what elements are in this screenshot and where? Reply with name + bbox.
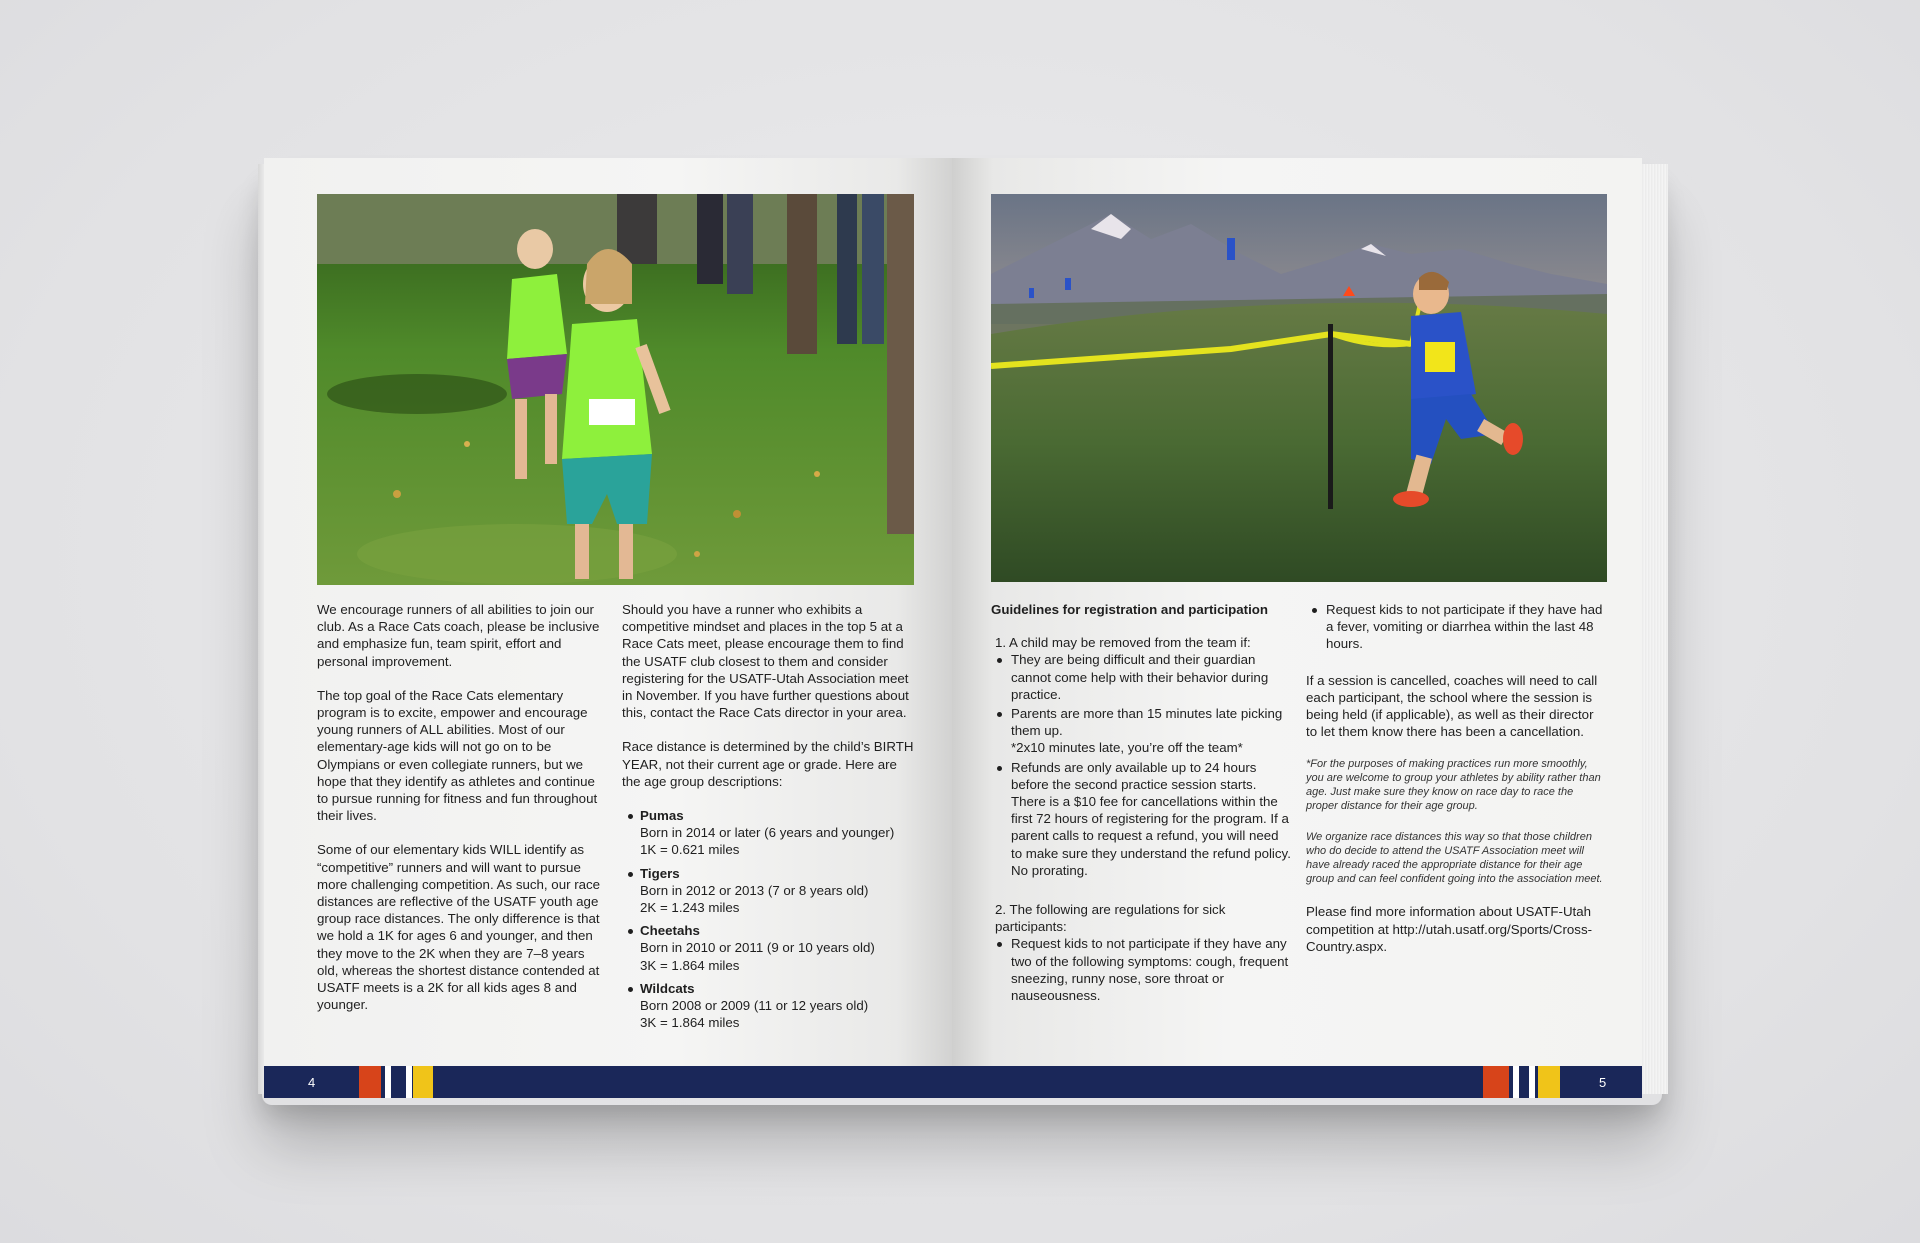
footnote: We organize race distances this way so that those children who do decide to attend the USATF Association meet will have already raced the appropriate distance for their age group and can feel confident going into the association meet. xyxy=(1306,831,1603,886)
white-stripe xyxy=(1529,1066,1535,1098)
photo-boy-running-mountains xyxy=(991,194,1607,582)
removal-list xyxy=(991,651,1291,879)
sick-list xyxy=(991,935,1291,1004)
orange-stripe xyxy=(359,1066,381,1098)
white-stripe xyxy=(1513,1066,1519,1098)
paragraph: Some of our elementary kids WILL identify as “competitive” runners and will want to pursue more challenging competition. As such, our race distances are reflective of the USATF youth age group race distances. The only difference is that we hold a 1K for ages 6 and younger, and then they move to the 2K when they are 7–8 years old, whereas the shortest distance contended at USATF meets is a 2K for all kids ages 8 and younger. xyxy=(317,842,601,1013)
photo-girls-running xyxy=(317,194,914,585)
paragraph: The top goal of the Race Cats elementary program is to excite, empower and encourage young runners of ALL abilities. Most of our elementary-age kids will not go on to be Olympians or even collegiate runners, but we hope that they identify as athletes and continue to pursue running for fitness and fun throughout their lives. xyxy=(317,687,598,824)
white-stripe xyxy=(406,1066,412,1098)
sick-list-continued xyxy=(1306,601,1606,653)
cancellation-paragraph: If a session is cancelled, coaches will need to call each participant, the school where the session is being held (if applicable), as well as their director to let them know there has been a cancellation. xyxy=(1306,672,1598,740)
right-page xyxy=(952,158,1642,1098)
right-column-2 xyxy=(1306,601,1606,972)
footnote: *For the purposes of making practices run more smoothly, you are welcome to group your athletes by ability rather than age. Just make sure they know on race day to race the proper distance for their age group. xyxy=(1306,758,1601,813)
orange-stripe xyxy=(1483,1066,1509,1098)
late-rule: *2x10 minutes late, you’re off the team* xyxy=(1011,740,1243,756)
list-item-text: Parents are more than 15 minutes late picking them up. xyxy=(1011,706,1283,739)
list-item: Refunds are only available up to 24 hours before the second practice session starts. There is a $10 fee for cancellations within the first 72 hours of registering for the program. If a parent calls to request a refund, you will need to make sure they understand the refund policy. No prorating. xyxy=(991,759,1291,879)
age-group-born: Born in 2012 or 2013 (7 or 8 years old) xyxy=(640,882,869,898)
list-item: Request kids to not participate if they have had a fever, vomiting or diarrhea within the last 48 hours. xyxy=(1306,601,1606,653)
age-group-name: Tigers xyxy=(622,865,914,882)
paragraph: Should you have a runner who exhibits a competitive mindset and places in the top 5 at a Race Cats meet, please encourage them to find the USATF club closest to them and consider registering for the USATF-Utah Association meet in November. If you have further questions about this, contact the Race Cats director in your area. xyxy=(622,602,909,721)
age-group-distance: 3K = 1.864 miles xyxy=(640,1015,740,1031)
age-group-item xyxy=(622,807,914,859)
list-item: Request kids to not participate if they have any two of the following symptoms: cough, frequent sneezing, runny nose, sore throat or nauseousness. xyxy=(991,935,1291,1004)
age-group-distance: 2K = 1.243 miles xyxy=(640,900,740,916)
age-group-born: Born 2008 or 2009 (11 or 12 years old) xyxy=(640,998,869,1014)
page-number: 4 xyxy=(308,1075,316,1090)
more-info-paragraph: Please find more information about USATF-Utah competition at http://utah.usatf.org/Sports/Cross-Country.aspx. xyxy=(1306,904,1593,954)
left-column-2 xyxy=(622,601,914,1037)
paragraph: We encourage runners of all abilities to join our club. As a Race Cats coach, please be inclusive and emphasize fun, team spirit, effort and personal improvement. xyxy=(317,602,600,669)
age-group-born: Born in 2010 or 2011 (9 or 10 years old) xyxy=(640,940,875,956)
guidelines-heading: Guidelines for registration and participation xyxy=(991,602,1269,617)
footer-bar xyxy=(264,1066,952,1098)
right-column-1 xyxy=(991,601,1291,1006)
age-group-item xyxy=(622,980,914,1032)
age-group-name: Cheetahs xyxy=(622,922,914,939)
yellow-stripe xyxy=(1538,1066,1560,1098)
left-page xyxy=(264,158,952,1098)
list-item xyxy=(991,705,1291,757)
list-item-title: 2. The following are regulations for sick participants: xyxy=(995,902,1226,935)
white-stripe xyxy=(385,1066,391,1098)
age-group-name: Wildcats xyxy=(622,980,914,997)
age-group-item xyxy=(622,922,914,974)
footer-bar xyxy=(952,1066,1642,1098)
page-number: 5 xyxy=(1599,1075,1607,1090)
list-item: They are being difficult and their guardian cannot come help with their behavior during practice. xyxy=(991,651,1291,703)
age-group-distance: 1K = 0.621 miles xyxy=(640,842,740,858)
left-column-1 xyxy=(317,601,607,1030)
age-group-name: Pumas xyxy=(622,807,914,824)
age-group-distance: 3K = 1.864 miles xyxy=(640,957,740,973)
list-item-title: 1. A child may be removed from the team if: xyxy=(995,635,1251,651)
paragraph: Race distance is determined by the child’s BIRTH YEAR, not their current age or grade. Here are the age group descriptions: xyxy=(622,739,914,789)
age-group-born: Born in 2014 or later (6 years and younger) xyxy=(640,825,895,841)
right-page-stack xyxy=(1640,164,1668,1094)
yellow-stripe xyxy=(413,1066,433,1098)
age-group-item xyxy=(622,865,914,917)
